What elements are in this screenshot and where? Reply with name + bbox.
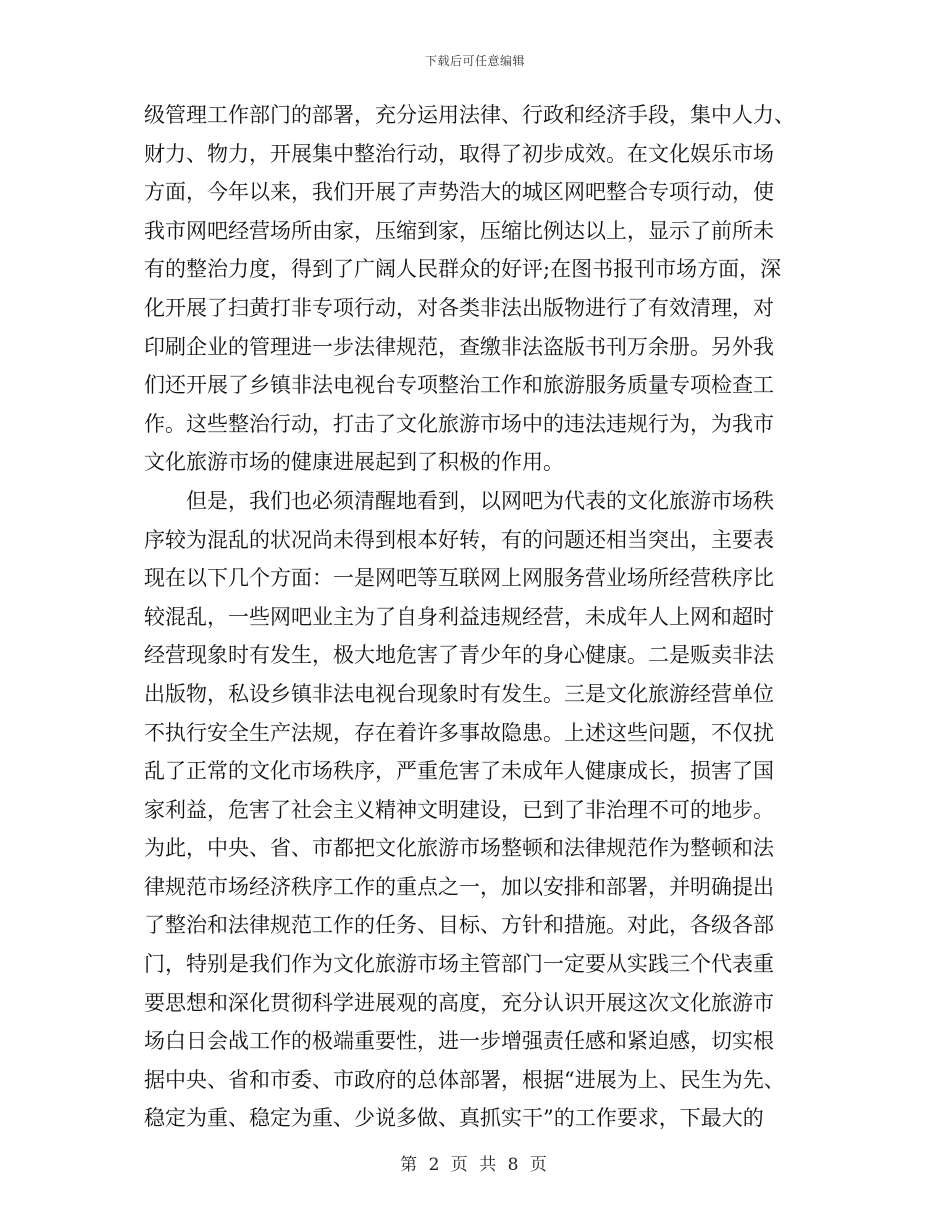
page-footer: 第 2 页 共 8 页 [400, 1155, 550, 1175]
body-line: 出版物，私设乡镇非法电视台现象时有发生。三是文化旅游经营单位 [144, 681, 774, 706]
body-line: 级管理工作部门的部署，充分运用法律、行政和经济手段，集中人力、 [144, 103, 795, 127]
body-line: 场白日会战工作的极端重要性，进一步增强责任感和紧迫感，切实根 [144, 1029, 774, 1054]
body-line: 家利益，危害了社会主义精神文明建设，已到了非治理不可的地步。 [144, 797, 774, 822]
body-line: 不执行安全生产法规，存在着许多事故隐患。上述这些问题，不仅扰 [144, 720, 774, 745]
page-header: 下载后可任意编辑 [424, 54, 525, 68]
body-line: 经营现象时有发生，极大地危害了青少年的身心健康。二是贩卖非法 [144, 643, 774, 668]
body-line: 现在以下几个方面：一是网吧等互联网上网服务营业场所经营秩序比 [144, 566, 774, 591]
body-line: 为此，中央、省、市都把文化旅游市场整顿和法律规范作为整顿和法 [144, 836, 774, 861]
body-line: 稳定为重、稳定为重、少说多做、真抓实干”的工作要求，下最大的 [144, 1106, 764, 1131]
body-line: 文化旅游市场的健康进展起到了积极的作用。 [144, 450, 564, 475]
body-line: 我市网吧经营场所由家，压缩到家，压缩比例达以上，显示了前所未 [144, 218, 774, 243]
body-line: 化开展了扫黄打非专项行动，对各类非法出版物进行了有效清理，对 [144, 295, 774, 320]
body-line: 据中央、省和市委、市政府的总体部署，根据“进展为上、民生为先、 [144, 1067, 785, 1092]
body-line: 乱了正常的文化市场秩序，严重危害了未成年人健康成长，损害了国 [144, 759, 774, 784]
paragraph-start-line: 但是，我们也必须清醒地看到，以网吧为代表的文化旅游市场秩 [186, 488, 774, 513]
body-line: 有的整治力度，得到了广阔人民群众的好评;在图书报刊市场方面，深 [144, 257, 782, 282]
body-line: 财力、物力，开展集中整治行动，取得了初步成效。在文化娱乐市场 [144, 141, 774, 166]
body-line: 印刷企业的管理进一步法律规范，查缴非法盗版书刊万余册。另外我 [144, 334, 774, 359]
body-line: 方面，今年以来，我们开展了声势浩大的城区网吧整合专项行动，使 [144, 180, 774, 205]
body-line: 较混乱，一些网吧业主为了自身利益违规经营，未成年人上网和超时 [144, 604, 774, 629]
body-line: 门，特别是我们作为文化旅游市场主管部门一定要从实践三个代表重 [144, 952, 774, 977]
body-line: 序较为混乱的状况尚未得到根本好转，有的问题还相当突出，主要表 [144, 527, 774, 552]
document-body [144, 96, 808, 1138]
body-line: 要思想和深化贯彻科学进展观的高度，充分认识开展这次文化旅游市 [144, 990, 774, 1015]
body-line: 律规范市场经济秩序工作的重点之一，加以安排和部署，并明确提出 [144, 874, 774, 899]
body-line: 了整治和法律规范工作的任务、目标、方针和措施。对此，各级各部 [144, 913, 774, 938]
body-line: 们还开展了乡镇非法电视台专项整治工作和旅游服务质量专项检查工 [144, 373, 774, 398]
body-line: 作。这些整治行动，打击了文化旅游市场中的违法违规行为，为我市 [144, 411, 774, 436]
